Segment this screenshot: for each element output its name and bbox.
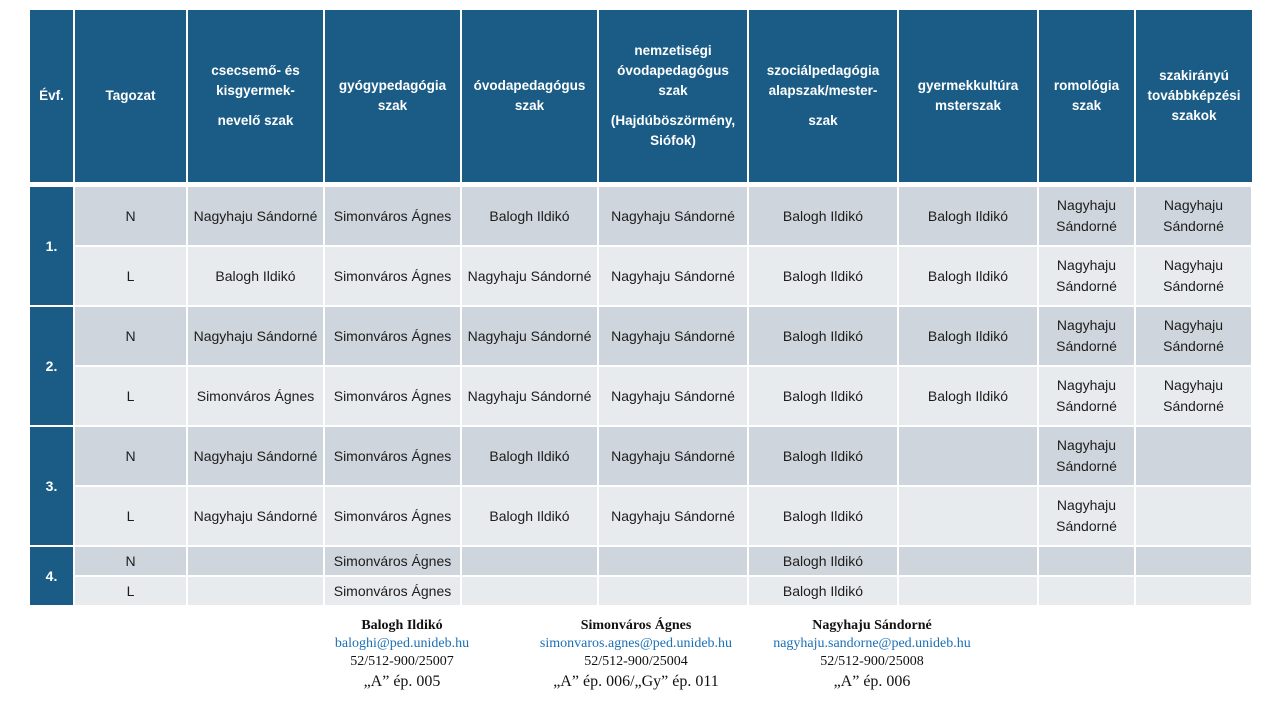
contact-room: „A” ép. 006 (833, 673, 911, 690)
table-row (30, 426, 1252, 486)
table-cell: Simonváros Ágnes (324, 306, 461, 366)
tagozat-cell: L (74, 576, 187, 606)
year-label: 3. (30, 426, 74, 546)
table-cell: Nagyhaju Sándorné (187, 426, 324, 486)
header-text: nevelő szak (217, 113, 294, 128)
header-row (30, 10, 1252, 182)
table-cell: Balogh Ildikó (748, 246, 898, 306)
table-row (30, 187, 1252, 246)
contact-email-link[interactable]: simonvaros.agnes@ped.unideb.hu (539, 636, 733, 651)
table-row (30, 486, 1252, 546)
contact-name: Simonváros Ágnes (580, 618, 692, 633)
header-evf: Évf. (30, 10, 74, 182)
header-text: szak (808, 113, 838, 128)
header-text: msterszak (934, 98, 1002, 113)
header-text: nemzetiségi (634, 43, 712, 58)
header-text: romológia (1053, 78, 1120, 93)
table-cell (1038, 546, 1135, 576)
table-cell: Nagyhaju Sándorné (461, 366, 598, 426)
header-text: alapszak/mester- (768, 83, 878, 98)
table-cell: Simonváros Ágnes (324, 426, 461, 486)
header-text: szociálpedagógia (766, 63, 880, 78)
contact-phone: 52/512-900/25004 (584, 654, 688, 669)
table-cell: Balogh Ildikó (898, 187, 1038, 246)
table-cell: Balogh Ildikó (898, 246, 1038, 306)
table-cell (898, 486, 1038, 546)
header-text: óvodapedagógus (617, 63, 729, 78)
table-cell: Balogh Ildikó (898, 366, 1038, 426)
table-cell: Simonváros Ágnes (324, 486, 461, 546)
header-text: óvodapedagógus (473, 78, 586, 93)
year-label: 2. (30, 306, 74, 426)
contact-room: „A” ép. 006/„Gy” ép. 011 (553, 673, 719, 690)
table-cell: Balogh Ildikó (187, 246, 324, 306)
contact-email-link[interactable]: baloghi@ped.unideb.hu (334, 636, 470, 651)
header-col-8 (1135, 10, 1252, 182)
table-cell: Simonváros Ágnes (187, 366, 324, 426)
header-text: szak (1071, 98, 1102, 113)
table-cell: Nagyhaju Sándorné (461, 306, 598, 366)
table-cell (598, 576, 748, 606)
table-cell: Simonváros Ágnes (324, 366, 461, 426)
table-cell: Nagyhaju Sándorné (598, 366, 748, 426)
table-cell: Simonváros Ágnes (324, 246, 461, 306)
table-row (30, 576, 1252, 606)
table-cell: Balogh Ildikó (748, 187, 898, 246)
header-col-6 (898, 10, 1038, 182)
table-cell: Nagyhaju Sándorné (1135, 366, 1252, 426)
table-cell: Nagyhaju Sándorné (1038, 426, 1135, 486)
tagozat-cell: L (74, 486, 187, 546)
header-text: gyógypedagógia (338, 78, 447, 93)
table-cell: Balogh Ildikó (748, 546, 898, 576)
header-text: szak (377, 98, 408, 113)
header-col-4 (598, 10, 748, 182)
header-text: (Hajdúböszörmény, (610, 113, 736, 128)
table-cell (461, 576, 598, 606)
tagozat-cell: N (74, 306, 187, 366)
table-cell (898, 546, 1038, 576)
contact-phone: 52/512-900/25007 (350, 654, 454, 669)
contact-room: „A” ép. 005 (363, 673, 441, 690)
table-cell: Nagyhaju Sándorné (1135, 187, 1252, 246)
header-text: továbbképzési (1147, 88, 1241, 103)
table-row (30, 306, 1252, 366)
schedule-table (30, 10, 1253, 607)
year-label: 1. (30, 187, 74, 306)
table-cell: Nagyhaju Sándorné (598, 426, 748, 486)
table-cell: Balogh Ildikó (748, 426, 898, 486)
table-cell (1135, 546, 1252, 576)
table-cell: Nagyhaju Sándorné (1038, 306, 1135, 366)
contact-nagyhaju (752, 617, 992, 693)
tagozat-cell: L (74, 246, 187, 306)
table-cell: Balogh Ildikó (898, 306, 1038, 366)
table-cell: Balogh Ildikó (748, 306, 898, 366)
table-cell: Balogh Ildikó (461, 187, 598, 246)
contact-simonvaros (516, 617, 756, 693)
table-cell: Nagyhaju Sándorné (1038, 486, 1135, 546)
table-cell: Simonváros Ágnes (324, 187, 461, 246)
table-cell: Balogh Ildikó (748, 576, 898, 606)
table-cell (187, 546, 324, 576)
table-cell (1038, 576, 1135, 606)
tagozat-cell: N (74, 546, 187, 576)
header-text: Siófok) (650, 133, 696, 148)
table-cell: Nagyhaju Sándorné (1038, 246, 1135, 306)
table-cell (898, 426, 1038, 486)
contact-email-link[interactable]: nagyhaju.sandorne@ped.unideb.hu (773, 636, 971, 651)
header-text: kisgyermek- (216, 83, 295, 98)
table-cell: Balogh Ildikó (748, 366, 898, 426)
table-cell: Nagyhaju Sándorné (1038, 366, 1135, 426)
contact-balogh (282, 617, 522, 693)
table-cell: Nagyhaju Sándorné (598, 246, 748, 306)
contact-name: Balogh Ildikó (361, 618, 443, 633)
table-cell: Nagyhaju Sándorné (1135, 246, 1252, 306)
table-cell: Nagyhaju Sándorné (187, 306, 324, 366)
header-tagozat: Tagozat (74, 10, 187, 182)
table-row (30, 546, 1252, 576)
table-cell (187, 576, 324, 606)
tagozat-cell: N (74, 426, 187, 486)
table-cell: Nagyhaju Sándorné (598, 187, 748, 246)
header-col-1 (187, 10, 324, 182)
header-col-3 (461, 10, 598, 182)
table-cell: Nagyhaju Sándorné (1135, 306, 1252, 366)
header-text: szakok (1171, 108, 1217, 123)
table-cell (1135, 426, 1252, 486)
contact-phone: 52/512-900/25008 (820, 654, 924, 669)
header-col-5 (748, 10, 898, 182)
tagozat-cell: L (74, 366, 187, 426)
header-text: szak (658, 83, 688, 98)
table-cell: Simonváros Ágnes (324, 576, 461, 606)
table-cell (1135, 486, 1252, 546)
table-cell: Balogh Ildikó (748, 486, 898, 546)
table-cell (1135, 576, 1252, 606)
table-cell (461, 546, 598, 576)
table-cell: Nagyhaju Sándorné (598, 306, 748, 366)
year-label: 4. (30, 546, 74, 606)
table-cell: Simonváros Ágnes (324, 546, 461, 576)
header-col-2 (324, 10, 461, 182)
header-text: szakirányú (1159, 68, 1229, 83)
table-cell (598, 546, 748, 576)
table-cell: Nagyhaju Sándorné (1038, 187, 1135, 246)
header-text: szak (514, 98, 545, 113)
table-cell: Balogh Ildikó (461, 486, 598, 546)
table-cell: Nagyhaju Sándorné (187, 486, 324, 546)
table-row (30, 246, 1252, 306)
table-cell: Nagyhaju Sándorné (598, 486, 748, 546)
header-text: csecsemő- és (211, 63, 300, 78)
tagozat-cell: N (74, 187, 187, 246)
table-cell (898, 576, 1038, 606)
table-cell: Nagyhaju Sándorné (187, 187, 324, 246)
header-col-7 (1038, 10, 1135, 182)
contact-name: Nagyhaju Sándorné (812, 618, 932, 633)
header-text: gyermekkultúra (917, 78, 1019, 93)
table-row (30, 366, 1252, 426)
table-cell: Balogh Ildikó (461, 426, 598, 486)
table-cell: Nagyhaju Sándorné (461, 246, 598, 306)
